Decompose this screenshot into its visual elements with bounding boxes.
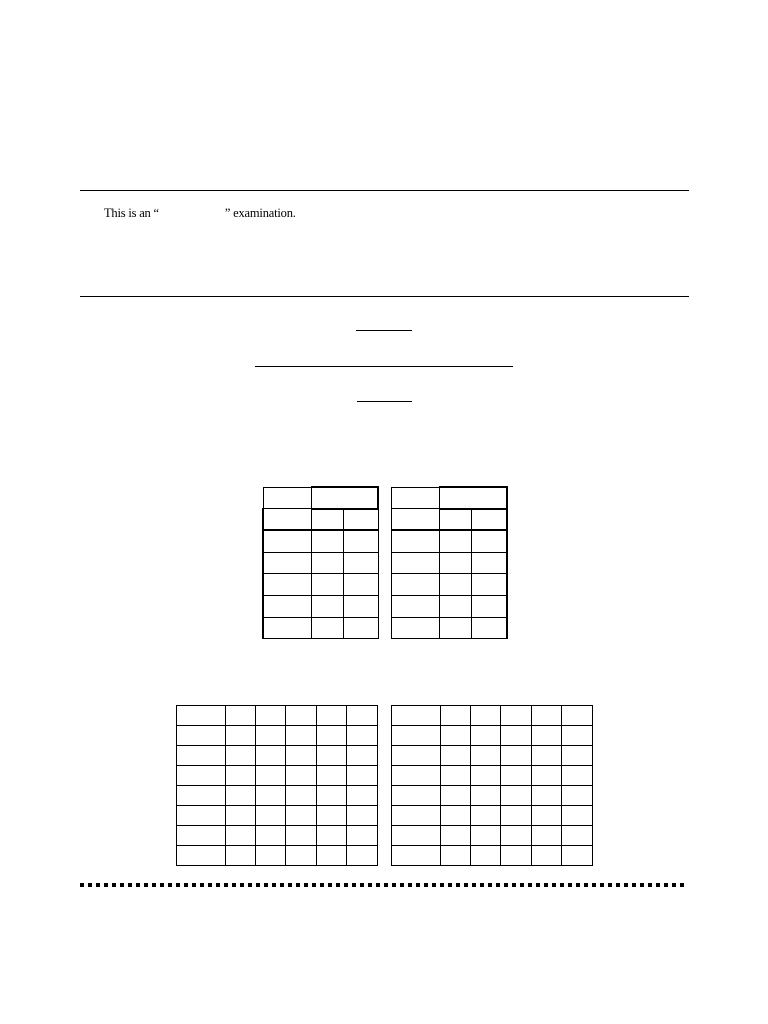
table-cell (440, 487, 507, 509)
table-cell (501, 746, 532, 766)
table-row (177, 746, 378, 766)
table-cell (501, 826, 532, 846)
table-cell (343, 552, 378, 574)
table-cell (562, 746, 593, 766)
table-cell (472, 509, 507, 531)
table-cell (392, 617, 440, 639)
table-row (392, 826, 593, 846)
table-cell (471, 806, 501, 826)
table-cell (392, 726, 441, 746)
table-cell (263, 574, 311, 596)
long-rule (255, 366, 513, 367)
table-cell (177, 766, 226, 786)
table-cell (226, 846, 256, 866)
table-cell (177, 826, 226, 846)
table-cell (392, 509, 440, 531)
table-row (392, 706, 593, 726)
table-cell (286, 706, 317, 726)
table-row (177, 786, 378, 806)
table-cell (317, 806, 347, 826)
exam-sentence-suffix: ” examination. (224, 206, 296, 220)
table-cell (311, 530, 343, 552)
table-row (392, 552, 507, 574)
table-cell (263, 509, 311, 531)
table-cell (441, 826, 471, 846)
table-row (263, 530, 378, 552)
table-cell (286, 806, 317, 826)
table-cell (441, 706, 471, 726)
table-cell (226, 706, 256, 726)
table-cell (256, 766, 286, 786)
table-cell (392, 530, 440, 552)
table-row (392, 786, 593, 806)
table-cell (472, 617, 507, 639)
table-cell (317, 826, 347, 846)
table-cell (471, 766, 501, 786)
table-cell (532, 786, 562, 806)
exam-sentence-prefix: This is an “ (104, 206, 159, 220)
table-row (392, 766, 593, 786)
table-cell (256, 826, 286, 846)
table-cell (347, 766, 378, 786)
table-cell (440, 574, 472, 596)
table-cell (562, 706, 593, 726)
table-cell (177, 746, 226, 766)
table-row (392, 806, 593, 826)
dotted-separator (80, 883, 687, 887)
table-row (392, 530, 507, 552)
table-row (263, 595, 378, 617)
table-cell (317, 766, 347, 786)
table-cell (441, 746, 471, 766)
table-cell (311, 552, 343, 574)
table-cell (472, 552, 507, 574)
exam-type-sentence (104, 206, 296, 221)
table-cell (347, 846, 378, 866)
table-cell (392, 846, 441, 866)
table-cell (286, 786, 317, 806)
table-cell (343, 509, 378, 531)
table-row (177, 706, 378, 726)
table-cell (392, 786, 441, 806)
table-cell (532, 746, 562, 766)
table-cell (501, 726, 532, 746)
table-cell (501, 846, 532, 866)
table-cell (441, 726, 471, 746)
table-row (392, 574, 507, 596)
table-row (392, 595, 507, 617)
table-cell (263, 487, 311, 509)
table-cell (177, 806, 226, 826)
table-row (263, 617, 378, 639)
table-cell (562, 826, 593, 846)
table-cell (532, 826, 562, 846)
table-cell (441, 786, 471, 806)
small-table-left (262, 486, 379, 639)
table-cell (471, 706, 501, 726)
table-cell (440, 509, 472, 531)
table-row (263, 552, 378, 574)
table-cell (286, 726, 317, 746)
table-cell (256, 846, 286, 866)
table-cell (532, 806, 562, 826)
table-cell (440, 530, 472, 552)
table-cell (311, 595, 343, 617)
table-cell (471, 746, 501, 766)
table-cell (471, 786, 501, 806)
table-cell (347, 806, 378, 826)
table-cell (501, 766, 532, 786)
table-row (177, 846, 378, 866)
table-row (263, 574, 378, 596)
table-cell (532, 766, 562, 786)
large-table-right (391, 705, 593, 866)
table-cell (440, 595, 472, 617)
table-cell (471, 726, 501, 746)
table-cell (347, 746, 378, 766)
table-cell (311, 574, 343, 596)
table-cell (226, 766, 256, 786)
table-cell (226, 786, 256, 806)
table-cell (562, 726, 593, 746)
table-cell (311, 487, 378, 509)
table-cell (532, 726, 562, 746)
table-cell (263, 552, 311, 574)
table-cell (256, 746, 286, 766)
table-cell (392, 552, 440, 574)
table-cell (343, 574, 378, 596)
table-cell (472, 595, 507, 617)
table-cell (562, 786, 593, 806)
table-cell (286, 826, 317, 846)
table-cell (317, 786, 347, 806)
table-cell (347, 826, 378, 846)
table-cell (392, 746, 441, 766)
table-row (177, 726, 378, 746)
table-cell (441, 766, 471, 786)
large-table-left (176, 705, 378, 866)
table-cell (177, 846, 226, 866)
table-cell (562, 766, 593, 786)
table-cell (343, 595, 378, 617)
table-cell (501, 706, 532, 726)
table-cell (226, 726, 256, 746)
table-cell (532, 706, 562, 726)
table-cell (392, 574, 440, 596)
table-cell (392, 826, 441, 846)
table-cell (256, 806, 286, 826)
table-cell (392, 706, 441, 726)
table-cell (256, 706, 286, 726)
table-row (392, 746, 593, 766)
small-table-right (391, 486, 508, 639)
table-row (177, 826, 378, 846)
table-row (392, 617, 507, 639)
bottom-divider (80, 296, 689, 297)
table-cell (286, 766, 317, 786)
table-cell (226, 826, 256, 846)
table-cell (347, 706, 378, 726)
table-row (177, 806, 378, 826)
table-cell (317, 726, 347, 746)
table-cell (501, 786, 532, 806)
table-cell (226, 746, 256, 766)
table-cell (256, 726, 286, 746)
table-cell (317, 746, 347, 766)
table-cell (471, 826, 501, 846)
table-cell (286, 846, 317, 866)
table-cell (562, 806, 593, 826)
table-cell (562, 846, 593, 866)
table-cell (317, 846, 347, 866)
table-cell (177, 706, 226, 726)
table-cell (392, 766, 441, 786)
table-cell (343, 530, 378, 552)
table-cell (471, 846, 501, 866)
table-row (177, 766, 378, 786)
table-cell (392, 806, 441, 826)
short-rule-2 (357, 401, 412, 402)
table-cell (177, 726, 226, 746)
table-cell (226, 806, 256, 826)
table-cell (263, 530, 311, 552)
table-cell (441, 846, 471, 866)
table-cell (472, 530, 507, 552)
table-cell (532, 846, 562, 866)
table-cell (347, 726, 378, 746)
table-cell (392, 487, 440, 509)
table-cell (311, 617, 343, 639)
table-cell (311, 509, 343, 531)
table-cell (286, 746, 317, 766)
table-cell (256, 786, 286, 806)
table-cell (263, 617, 311, 639)
table-row (392, 726, 593, 746)
short-rule-1 (356, 330, 412, 331)
table-row (392, 846, 593, 866)
table-cell (317, 706, 347, 726)
table-cell (472, 574, 507, 596)
table-cell (347, 786, 378, 806)
table-cell (392, 595, 440, 617)
table-cell (441, 806, 471, 826)
top-divider (80, 190, 689, 191)
table-cell (177, 786, 226, 806)
table-cell (440, 617, 472, 639)
table-cell (440, 552, 472, 574)
table-cell (501, 806, 532, 826)
table-cell (263, 595, 311, 617)
table-cell (343, 617, 378, 639)
